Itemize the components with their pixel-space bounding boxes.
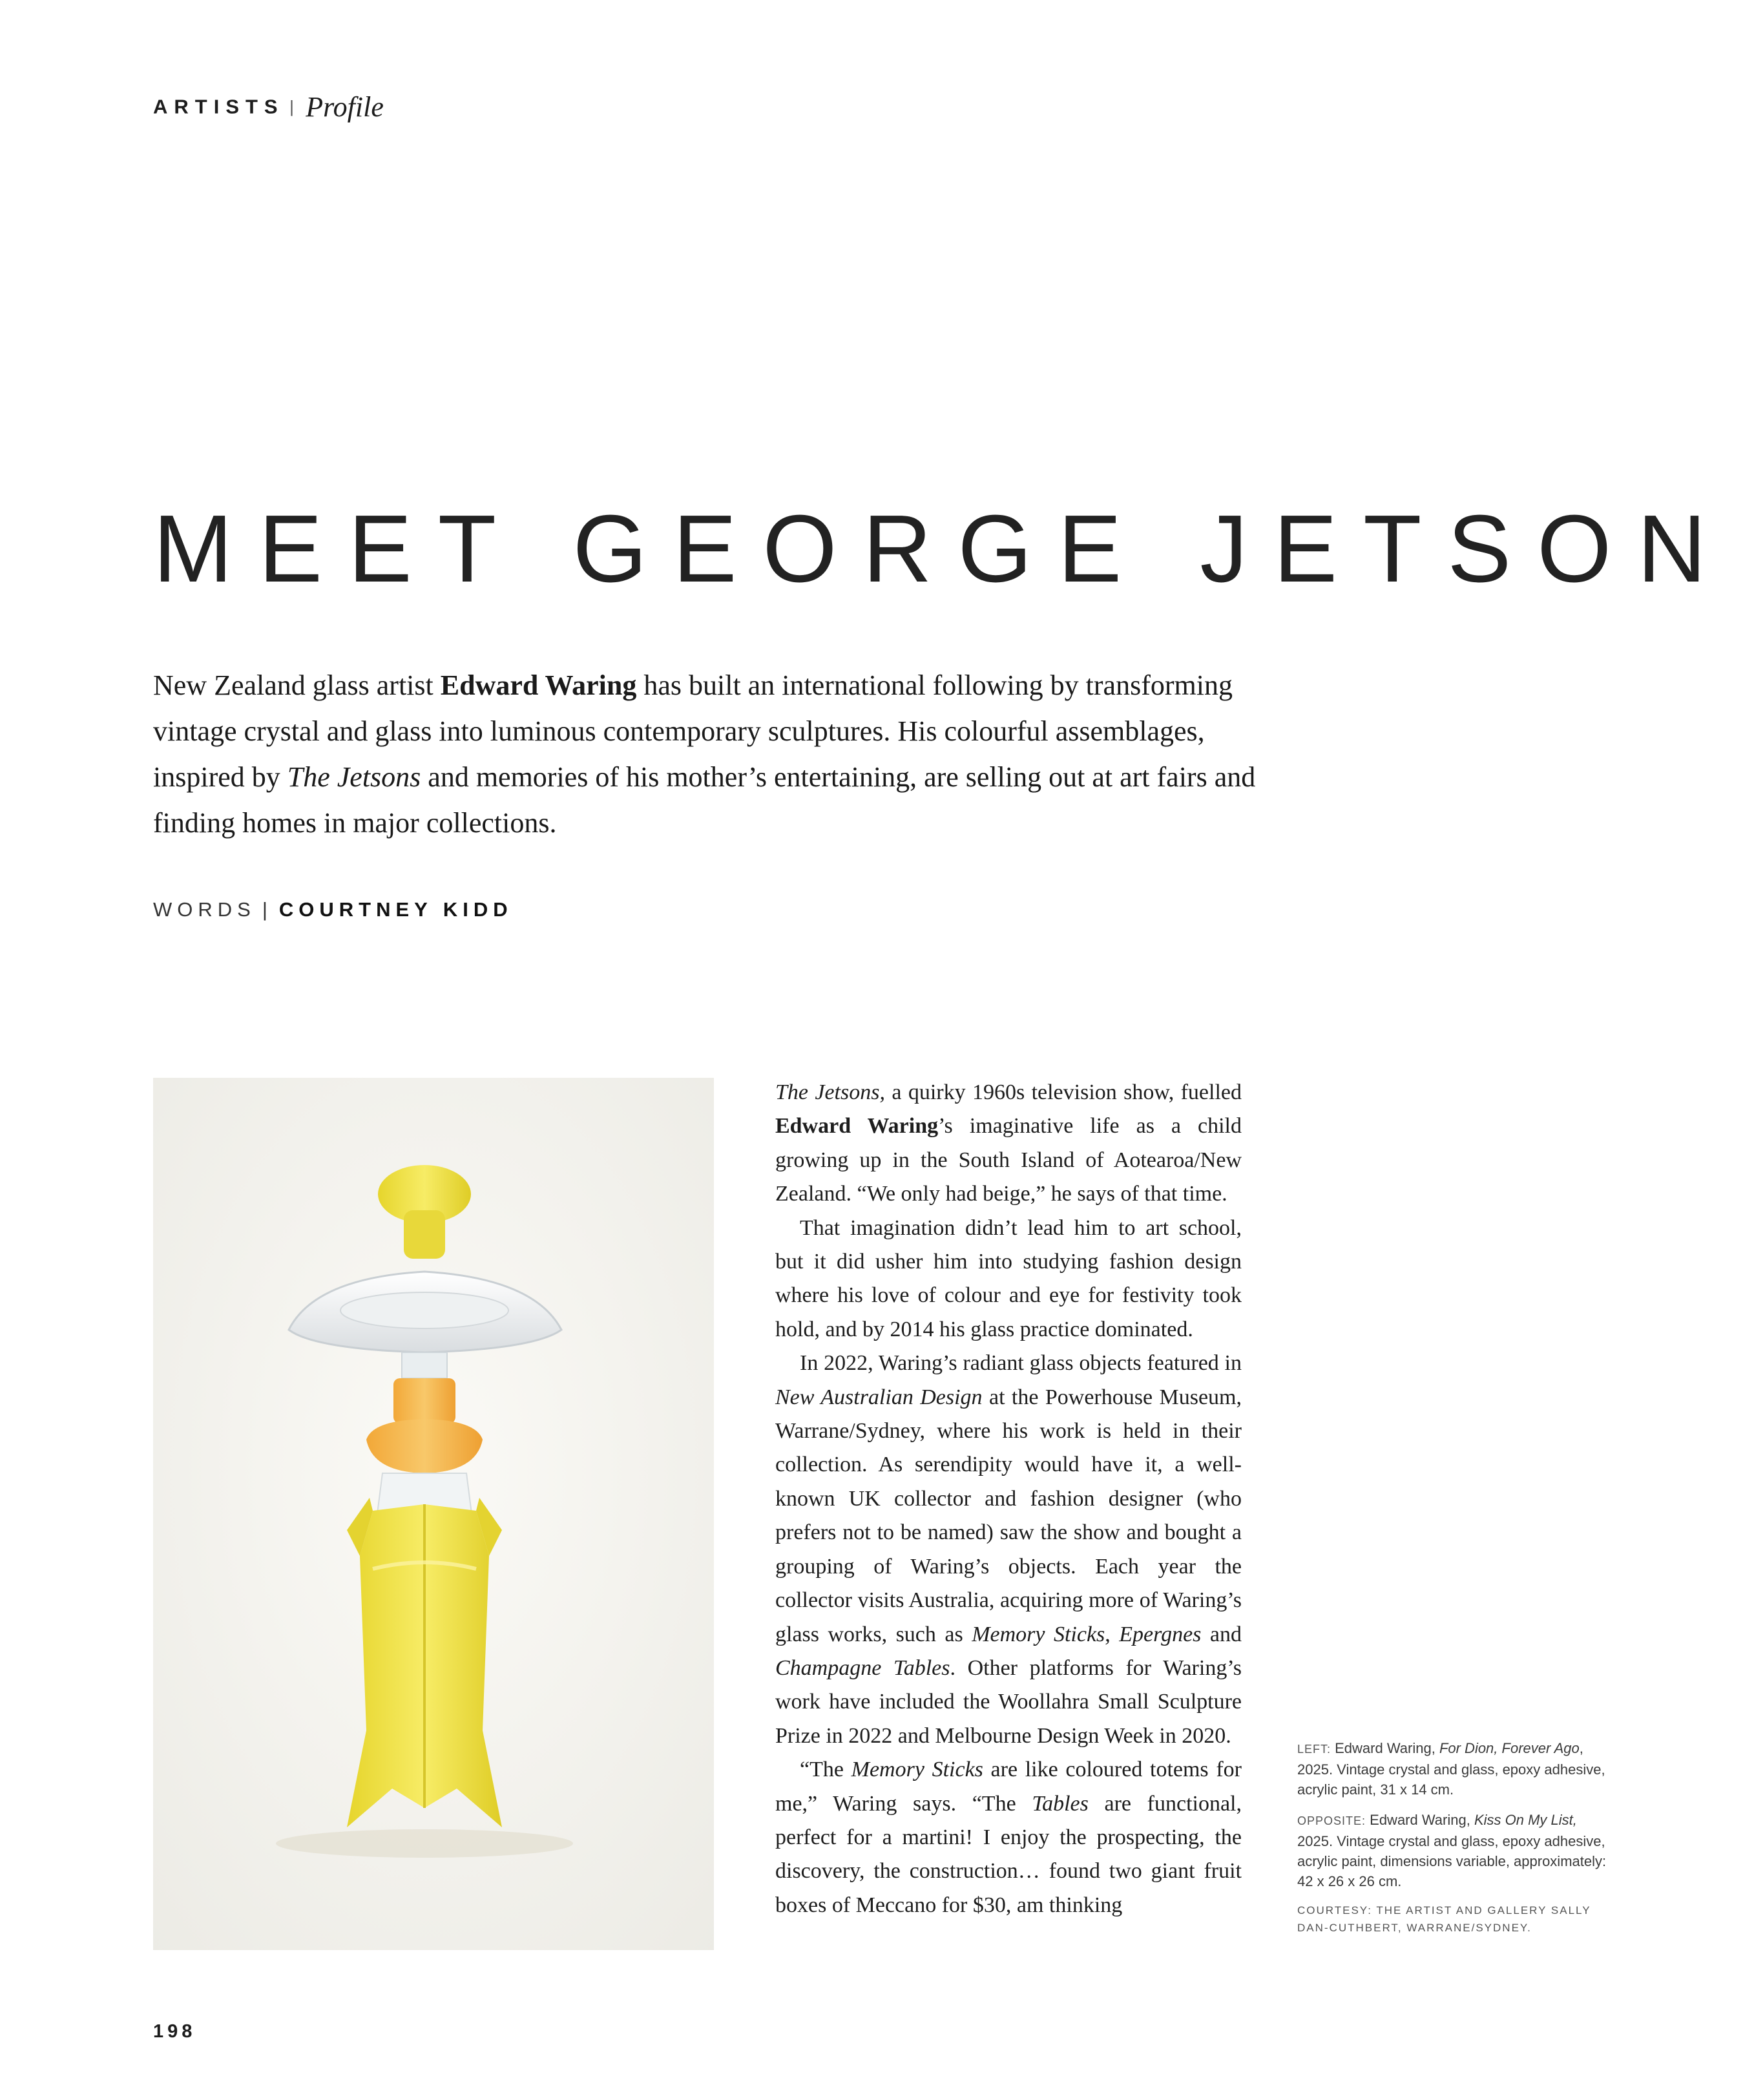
caption-text: Edward Waring,: [1331, 1740, 1439, 1756]
image-captions: [1297, 1738, 1607, 1947]
italic-title: Memory Sticks: [851, 1758, 983, 1782]
caption-text: , 2025. Vintage crystal and glass, epoxy adhesive, acrylic paint, 31 x 14 cm.: [1297, 1740, 1605, 1798]
subsection-name: Profile: [306, 91, 384, 123]
italic-title: New Australian Design: [775, 1385, 983, 1409]
body-text: at the Powerhouse Museum, Warrane/Sydney, where his work is held in their collection. As serendipity would have it, a well-known UK collector and fashion designer (who prefers not to be named) saw the show and bought a grouping of Waring’s objects. Each year the collector visits Australia, acquiring more of Waring’s glass works, such as: [775, 1385, 1242, 1646]
body-text: a quirky 1960s television show, fuelled: [884, 1080, 1242, 1104]
body-paragraph: [775, 1753, 1242, 1922]
artist-name: Edward Waring: [775, 1114, 939, 1139]
caption-text: 2025. Vintage crystal and glass, epoxy adhesive, acrylic paint, dimensions variable, approximately: 42 x 26 x 26 cm.: [1297, 1833, 1607, 1889]
body-paragraph: That imagination didn’t lead him to art school, but it did usher him into studying fashion design where his love of colour and eye for festivity took hold, and by 2014 his glass practice dominated.: [775, 1215, 1242, 1341]
standfirst-text: New Zealand glass artist: [153, 669, 441, 701]
italic-title: Memory Sticks: [972, 1622, 1105, 1646]
section-header: [153, 90, 384, 123]
body-paragraph: [775, 1347, 1242, 1753]
standfirst: [153, 662, 1290, 846]
standfirst-text: and memories of his mother’s entertaining, are selling out at art fairs and finding homes in major collections.: [153, 761, 1256, 839]
italic-title: Champagne Tables: [775, 1655, 950, 1680]
section-separator: |: [289, 97, 294, 116]
body-text: are like coloured totems for me,” Waring says. “The: [775, 1758, 1242, 1816]
italic-title: Tables: [1032, 1791, 1089, 1816]
body-text: are functional, perfect for a martini! I enjoy the prospecting, the discovery, the construction… found two giant fruit boxes of Meccano for $30, am thinking: [775, 1791, 1242, 1917]
body-text: and: [1201, 1622, 1242, 1646]
caption-left: [1297, 1738, 1607, 1800]
standfirst-artist: Edward Waring: [440, 669, 637, 701]
body-text: ’s imaginative life as a child growing up in the South Island of Aotearoa/New Zealand. “We only had beige,” he says of that time.: [775, 1114, 1242, 1206]
byline-separator: |: [262, 898, 273, 921]
page-number: 198: [153, 2021, 196, 2042]
sculpture-photo: [153, 1078, 714, 1950]
article-headline: MEET GEORGE JETSON: [153, 496, 1733, 602]
byline-label: WORDS: [153, 898, 256, 921]
caption-label: OPPOSITE:: [1297, 1814, 1366, 1827]
body-text: “The: [800, 1758, 851, 1782]
caption-title: Kiss On My List,: [1474, 1812, 1577, 1828]
article-body: [775, 1076, 1242, 1922]
standfirst-show: The Jetsons: [287, 761, 421, 793]
glass-sculpture-illustration: [153, 1078, 714, 1950]
section-name: ARTISTS: [153, 95, 284, 118]
body-text: . Other platforms for Waring’s work have included the Woollahra Small Sculpture Prize in 2022 and Melbourne Design Week in 2020.: [775, 1655, 1242, 1748]
caption-label: LEFT:: [1297, 1743, 1331, 1756]
byline: [153, 898, 513, 921]
byline-author: COURTNEY KIDD: [278, 898, 513, 921]
caption-opposite: [1297, 1810, 1607, 1891]
standfirst-text: has built an international following by transforming vintage crystal and glass into luminous contemporary sculptures. His colourful assemblages, inspired by: [153, 669, 1233, 793]
caption-text: Edward Waring,: [1366, 1812, 1474, 1828]
italic-title: The Jetsons,: [775, 1080, 885, 1104]
photo-credit: COURTESY: THE ARTIST AND GALLERY SALLY DAN-CUTHBERT, WARRANE/SYDNEY.: [1297, 1904, 1591, 1934]
body-text: In 2022, Waring’s radiant glass objects featured in: [800, 1351, 1242, 1376]
body-text: ,: [1105, 1622, 1120, 1646]
italic-title: Epergnes: [1119, 1622, 1202, 1646]
body-paragraph: [775, 1076, 1242, 1212]
caption-title: For Dion, Forever Ago: [1439, 1740, 1580, 1756]
